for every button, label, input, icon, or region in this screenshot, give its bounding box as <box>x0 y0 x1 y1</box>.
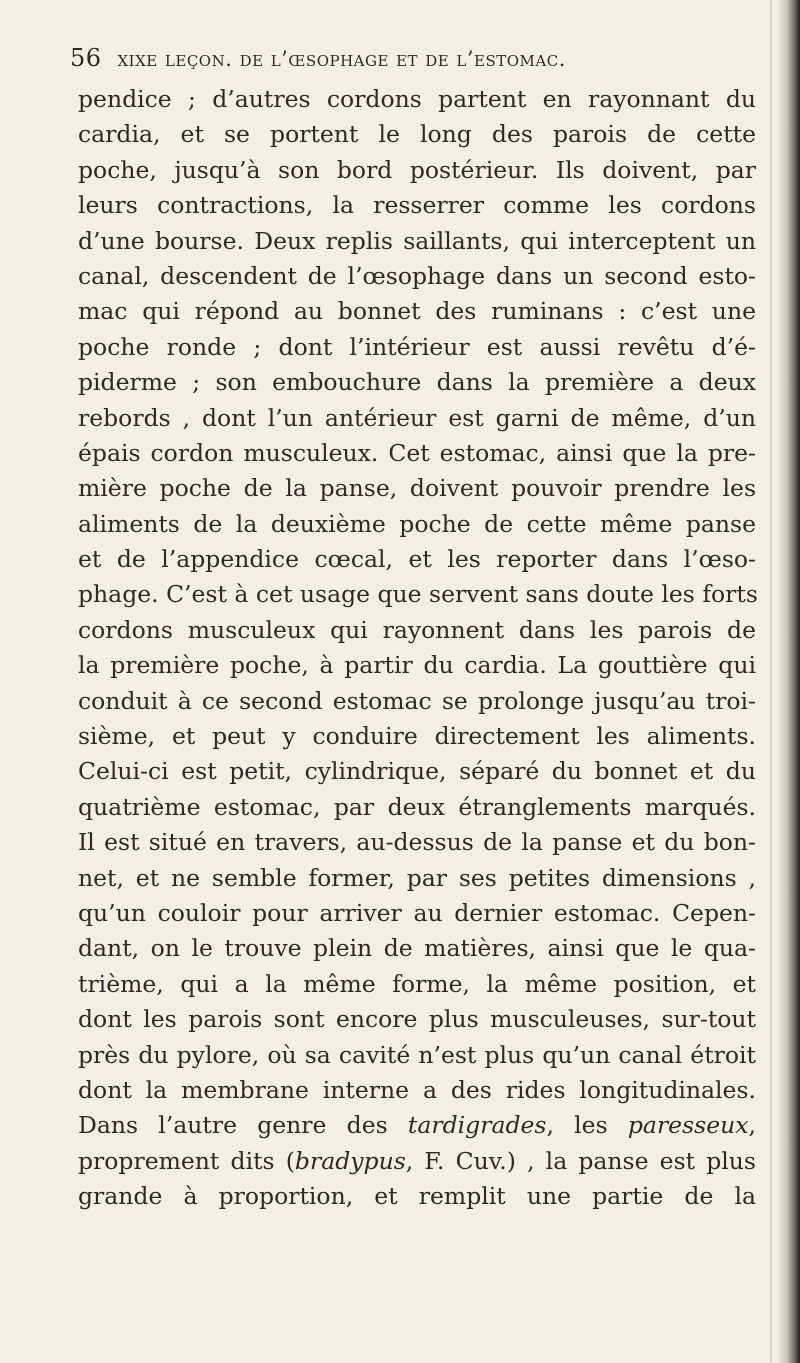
text-line: Il est situé en travers, au-dessus de la panse et du bon- <box>78 828 756 857</box>
book-spine-shadow <box>778 0 800 1363</box>
text-line: grande à proportion, et remplit une partie de la <box>78 1182 756 1211</box>
text-line: leurs contractions, la resserrer comme les cordons <box>78 191 756 220</box>
text-line: net, et ne semble former, par ses petites dimensions , <box>78 863 756 892</box>
text-line: canal, descendent de l’œsophage dans un second esto- <box>78 261 756 290</box>
text-line: cordons musculeux qui rayonnent dans les parois de <box>78 615 756 644</box>
text-line: d’une bourse. Deux replis saillants, qui interceptent un <box>78 226 756 255</box>
text-run: , <box>748 1111 756 1140</box>
italic-term-tardigrades: tardigrades <box>407 1111 547 1140</box>
text-line: dont les parois sont encore plus musculeuses, sur-tout <box>78 1005 756 1034</box>
text-line: conduit à ce second estomac se prolonge jusqu’au troi- <box>78 686 756 715</box>
text-line: rebords , dont l’un antérieur est garni de même, d’un <box>78 403 756 432</box>
body-text <box>78 82 756 1215</box>
text-line: et de l’appendice cœcal, et les reporter dans l’œso- <box>78 545 756 574</box>
text-line: piderme ; son embouchure dans la première a deux <box>78 368 756 397</box>
text-line: qu’un couloir pour arriver au dernier estomac. Cepen- <box>78 898 756 927</box>
text-line: près du pylore, où sa cavité n’est plus qu’un canal étroit <box>78 1040 756 1069</box>
text-line-with-italics <box>78 1108 756 1143</box>
text-run: , les <box>546 1111 628 1140</box>
running-head: xixe leçon. de l’œsophage et de l’estomac. <box>117 47 566 71</box>
text-line: phage. C’est à cet usage que servent sans doute les forts <box>78 580 758 609</box>
italic-term-paresseux: paresseux <box>627 1111 749 1140</box>
text-line: dont la membrane interne a des rides longitudinales. <box>78 1075 756 1104</box>
text-line: épais cordon musculeux. Cet estomac, ainsi que la pre- <box>78 438 756 467</box>
text-line-with-italics <box>78 1144 756 1179</box>
page-header <box>70 44 750 84</box>
page-edge-line <box>770 0 772 1363</box>
text-line: cardia, et se portent le long des parois de cette <box>78 120 756 149</box>
text-line: quatrième estomac, par deux étranglements marqués. <box>78 792 756 821</box>
text-run: Dans l’autre genre des <box>78 1111 408 1140</box>
text-run: , F. Cuv.) , la panse est plus <box>405 1146 756 1175</box>
text-line: mière poche de la panse, doivent pouvoir prendre les <box>78 474 756 503</box>
text-line: pendice ; d’autres cordons partent en rayonnant du <box>78 85 756 113</box>
text-run: proprement dits ( <box>78 1146 295 1175</box>
text-line: dant, on le trouve plein de matières, ainsi que le qua- <box>78 934 756 963</box>
text-line: aliments de la deuxième poche de cette même panse <box>78 509 756 538</box>
text-line: Celui-ci est petit, cylindrique, séparé du bonnet et du <box>78 757 756 786</box>
page-number: 56 <box>70 44 102 72</box>
text-line: sième, et peut y conduire directement les aliments. <box>78 722 756 751</box>
text-line: la première poche, à partir du cardia. La gouttière qui <box>78 651 756 680</box>
text-line: poche, jusqu’à son bord postérieur. Ils doivent, par <box>78 155 756 184</box>
text-line: mac qui répond au bonnet des ruminans : c’est une <box>78 297 756 326</box>
text-line: poche ronde ; dont l’intérieur est aussi revêtu d’é- <box>78 332 756 361</box>
italic-term-bradypus: bradypus <box>294 1146 406 1175</box>
text-line: trième, qui a la même forme, la même position, et <box>78 969 756 998</box>
